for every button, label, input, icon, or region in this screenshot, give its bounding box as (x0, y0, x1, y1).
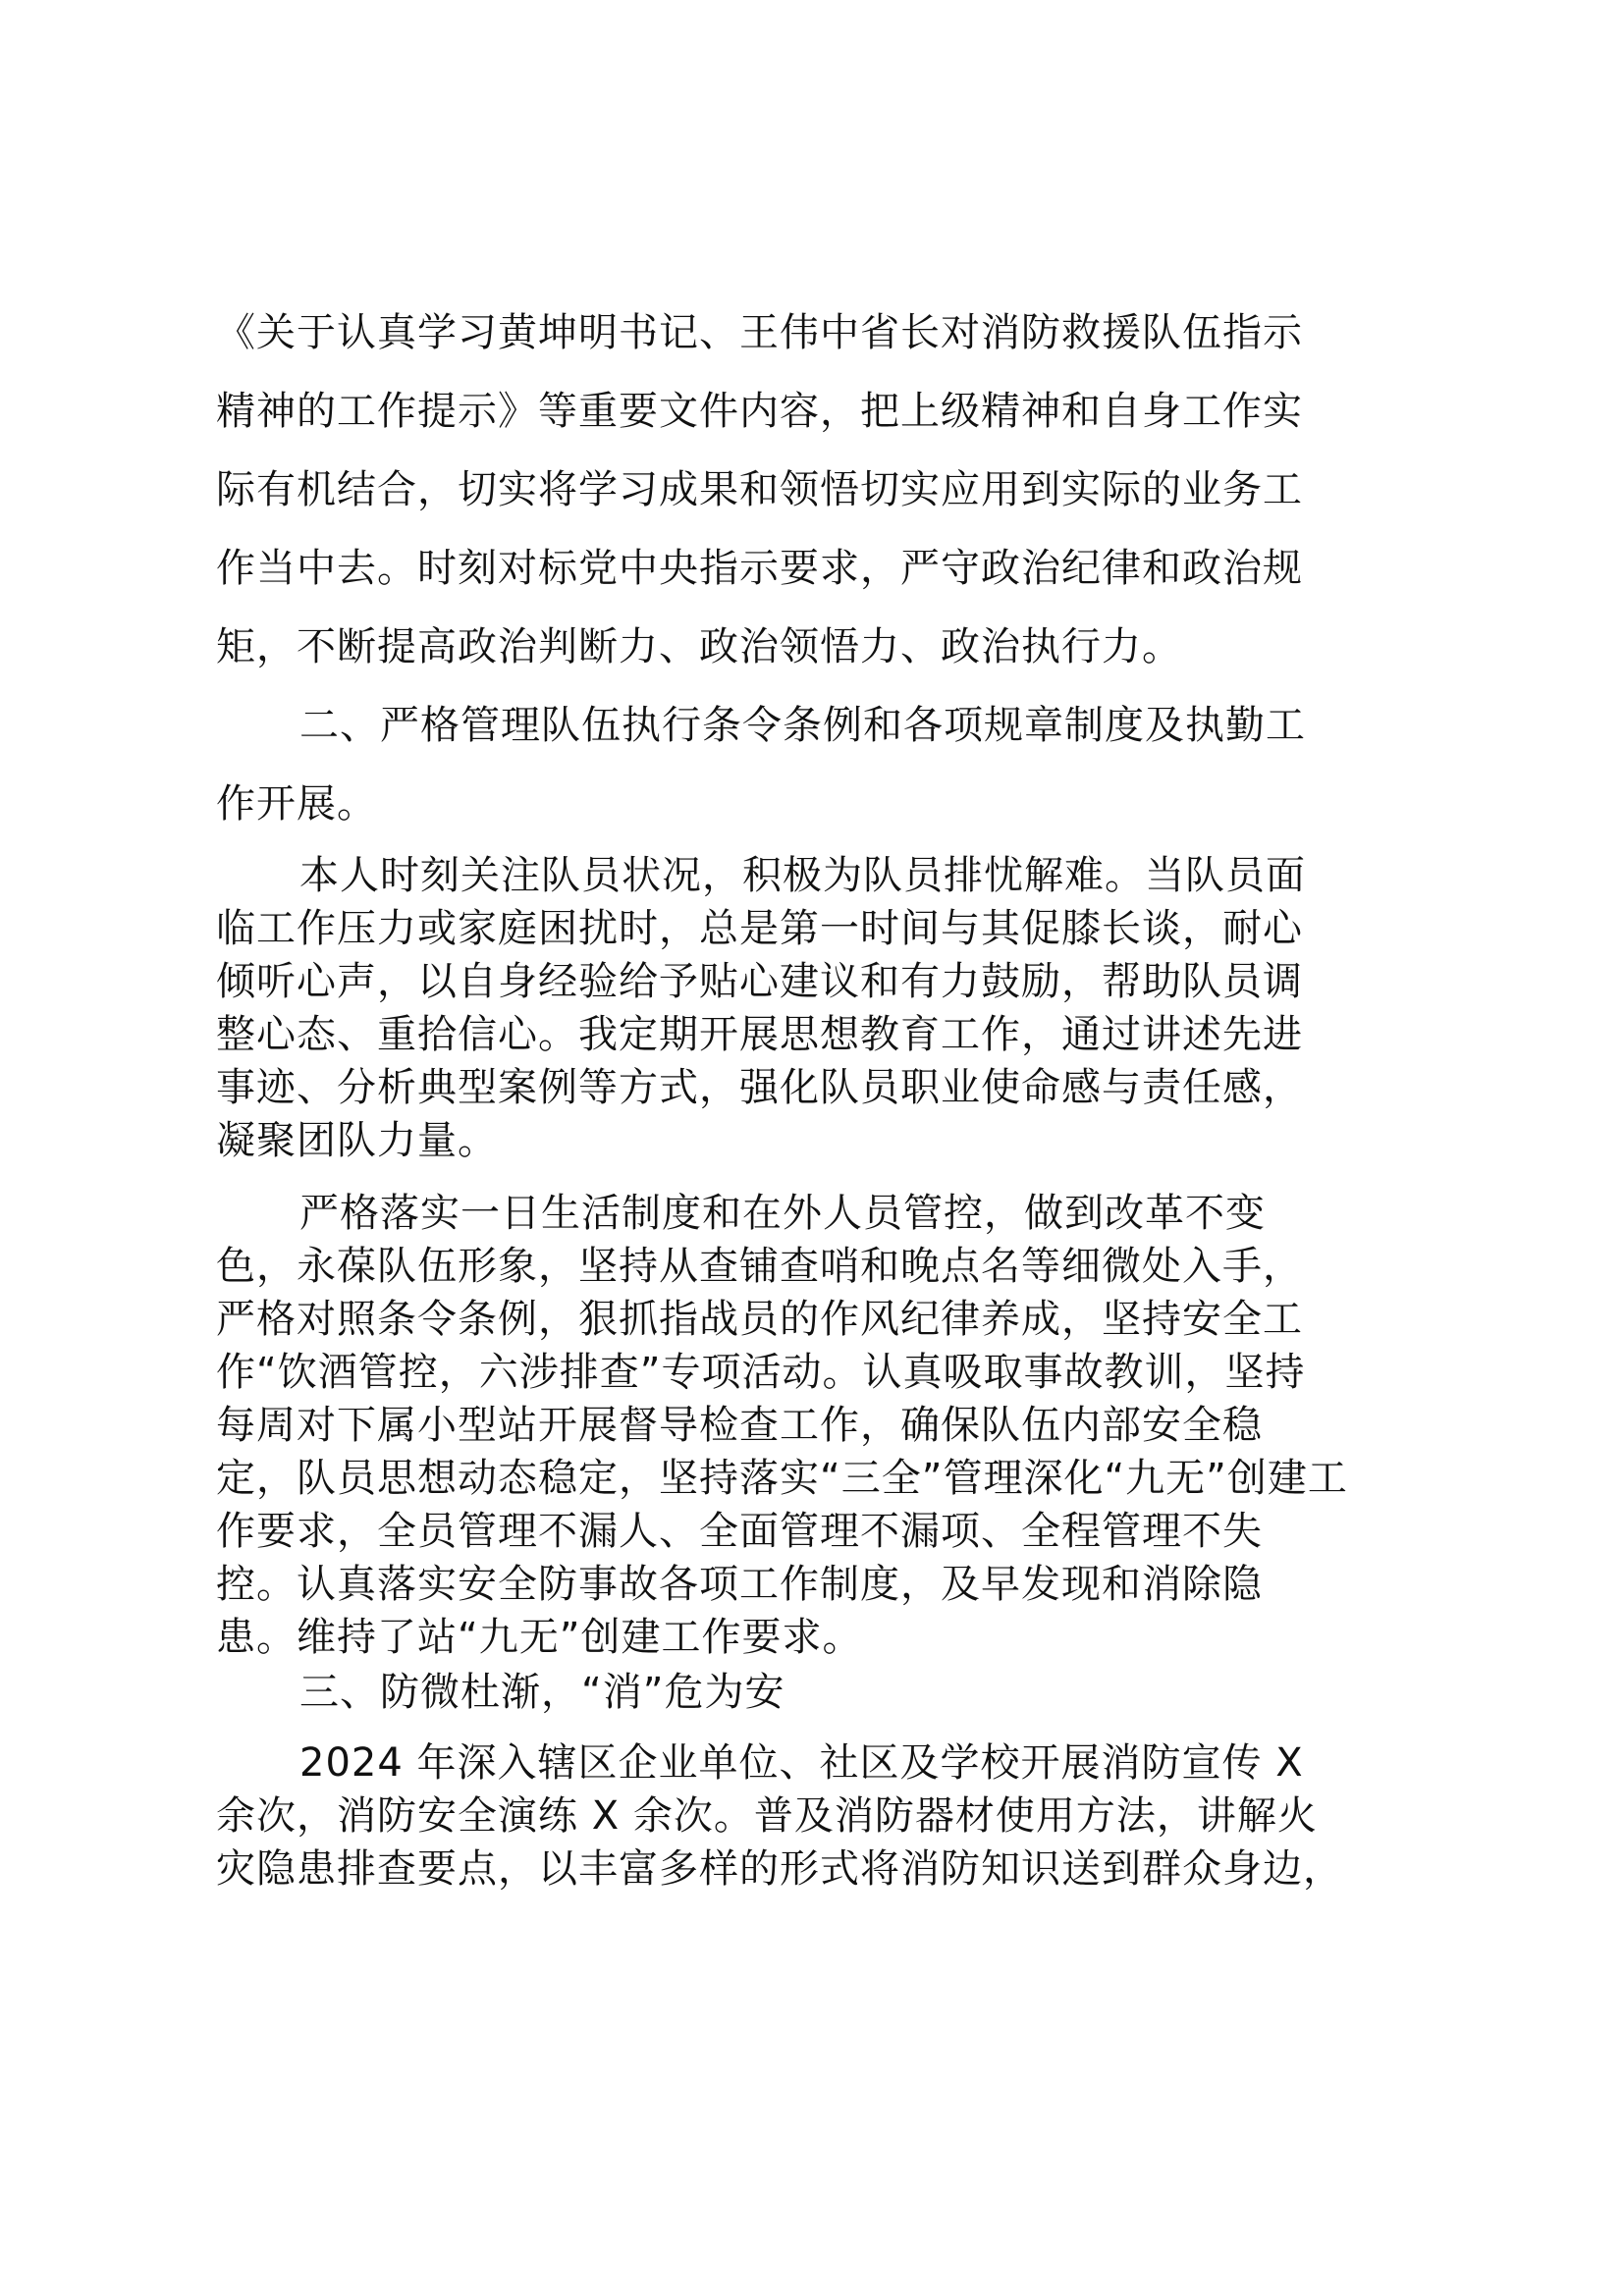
text-line: 作当中去。时刻对标党中央指示要求，严守政治纪律和政治规 (216, 546, 1303, 591)
text-line: 每周对下属小型站开展督导检查工作，确保队伍内部安全稳 (216, 1403, 1263, 1448)
text-line: 倾听心声，以自身经验给予贴心建议和有力鼓励，帮助队员调 (216, 959, 1303, 1004)
section-heading: 三、防微杜渐，“消”危为安 (299, 1670, 785, 1715)
text-line: 严格对照条令条例，狠抓指战员的作风纪律养成，坚持安全工 (216, 1297, 1303, 1342)
text-line: 事迹、分析典型案例等方式，强化队员职业使命感与责任感， (216, 1065, 1303, 1110)
section-heading-cont: 作开展。 (216, 781, 377, 827)
text-line: 矩，不断提高政治判断力、政治领悟力、政治执行力。 (216, 624, 1182, 669)
text-line: 《关于认真学习黄坤明书记、王伟中省长对消防救援队伍指示 (216, 310, 1303, 355)
text-line: 整心态、重拾信心。我定期开展思想教育工作，通过讲述先进 (216, 1012, 1303, 1057)
text-line: 控。认真落实安全防事故各项工作制度，及早发现和消除隐 (216, 1562, 1263, 1607)
text-line: 际有机结合，切实将学习成果和领悟切实应用到实际的业务工 (216, 467, 1303, 512)
text-line: 精神的工作提示》等重要文件内容，把上级精神和自身工作实 (216, 389, 1303, 434)
text-line: 本人时刻关注队员状况，积极为队员排忧解难。当队员面 (299, 853, 1306, 898)
text-line: 作要求，全员管理不漏人、全面管理不漏项、全程管理不失 (216, 1509, 1263, 1554)
text-line: 凝聚团队力量。 (216, 1118, 498, 1163)
text-line: 作“饮酒管控，六涉排查”专项活动。认真吸取事故教训，坚持 (216, 1350, 1306, 1395)
text-line: 严格落实一日生活制度和在外人员管控，做到改革不变 (299, 1191, 1266, 1236)
text-line: 2024 年深入辖区企业单位、社区及学校开展消防宣传 X (299, 1740, 1304, 1786)
text-line: 患。维持了站“九无”创建工作要求。 (216, 1615, 863, 1660)
text-line: 定，队员思想动态稳定，坚持落实“三全”管理深化“九无”创建工 (216, 1456, 1348, 1501)
text-line: 临工作压力或家庭困扰时，总是第一时间与其促膝长谈，耐心 (216, 906, 1303, 951)
section-heading: 二、严格管理队伍执行条令条例和各项规章制度及执勤工 (299, 703, 1306, 748)
text-line: 灾隐患排查要点，以丰富多样的形式将消防知识送到群众身边， (216, 1846, 1343, 1892)
text-line: 余次，消防安全演练 X 余次。普及消防器材使用方法，讲解火 (216, 1793, 1318, 1839)
text-line: 色，永葆队伍形象，坚持从查铺查哨和晚点名等细微处入手， (216, 1244, 1303, 1289)
